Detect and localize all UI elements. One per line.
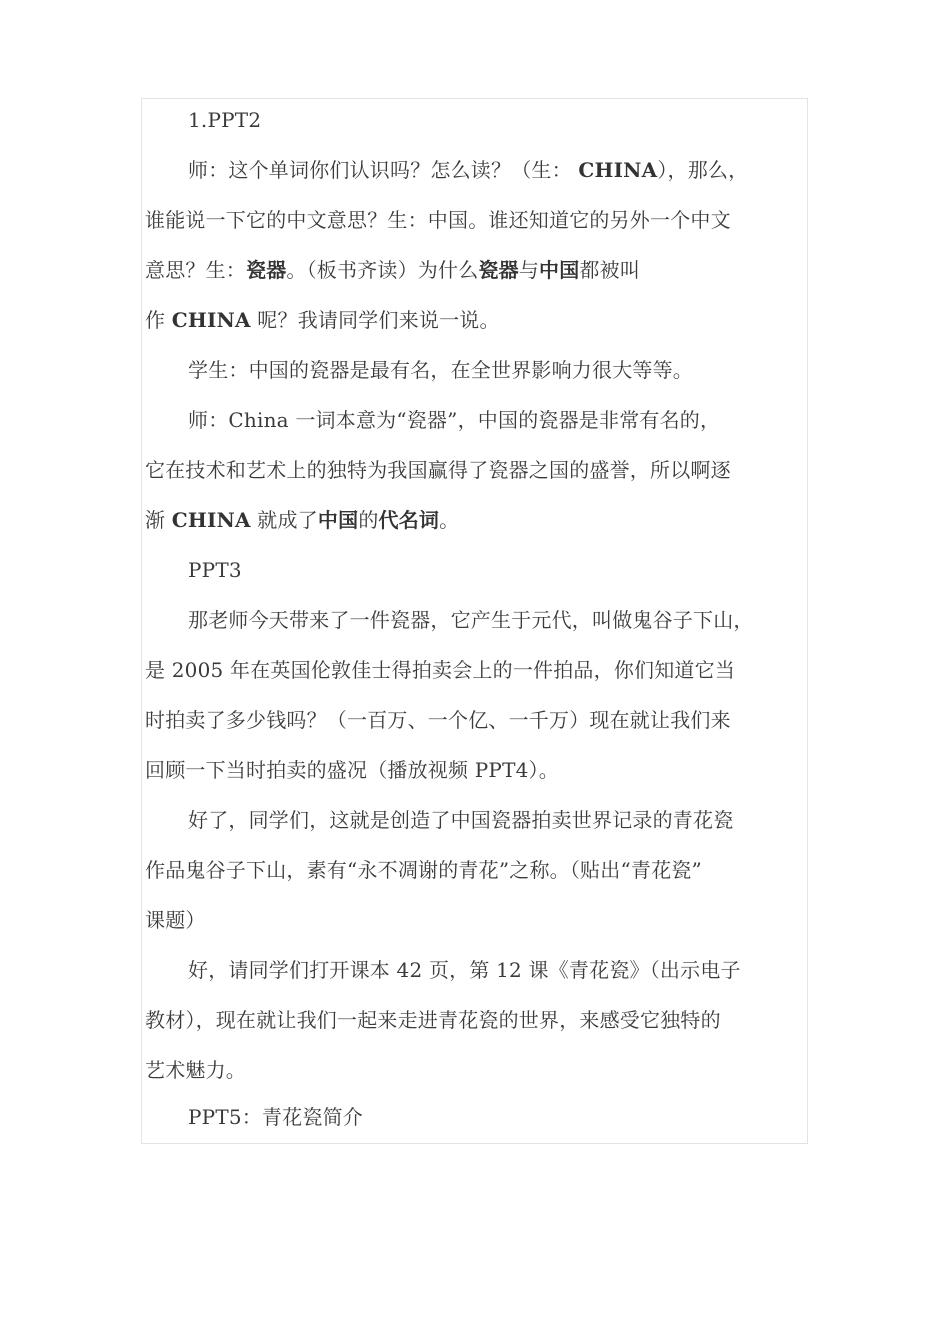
text-run: 1.PPT2 (188, 108, 262, 132)
text-run: 是 2005 年在英国伦敦佳士得拍卖会上的一件拍品，你们知道它当 (145, 658, 736, 682)
bold-text-run: 中国 (317, 508, 359, 532)
paragraph-line (145, 206, 731, 234)
text-run: 教材），现在就让我们一起来走进青花瓷的世界，来感受它独特的 (145, 1008, 721, 1032)
paragraph-line (145, 1006, 721, 1034)
text-run: 作 (145, 308, 172, 332)
text-run: 与 (518, 258, 540, 282)
paragraph-line (188, 606, 754, 634)
bold-text-run: 瓷器 (246, 258, 287, 282)
text-run: 好，请同学们打开课本 42 页，第 12 课《青花瓷》（出示电子 (188, 958, 741, 982)
text-run: 。（板书齐读）为什么 (286, 258, 479, 282)
bold-text-run: 瓷器 (478, 258, 519, 282)
text-run: 课题） (145, 908, 206, 932)
paragraph-line (145, 756, 559, 784)
paragraph-line (188, 156, 748, 184)
text-run: 。 (439, 508, 460, 532)
paragraph-line (145, 656, 735, 684)
text-run: 好了，同学们，这就是创造了中国瓷器拍卖世界记录的青花瓷 (188, 808, 734, 832)
text-run: 渐 (145, 508, 172, 532)
paragraph-line (188, 106, 261, 134)
paragraph-line (188, 406, 720, 434)
text-run: PPT3 (188, 558, 242, 582)
text-run: PPT5：青花瓷简介 (188, 1105, 363, 1129)
text-run: 回顾一下当时拍卖的盛况（播放视频 PPT4）。 (145, 758, 559, 782)
text-run: 谁能说一下它的中文意思？生：中国。谁还知道它的另外一个中文 (145, 208, 731, 232)
bold-text-run: CHINA (578, 158, 658, 182)
paragraph-line (145, 506, 459, 534)
text-run: 的 (358, 508, 379, 532)
paragraph-line (145, 256, 640, 284)
bold-text-run: CHINA (171, 508, 251, 532)
text-run: 呢？我请同学们来说一说。 (250, 308, 500, 332)
text-run: ），那么， (657, 158, 749, 182)
text-run: 时拍卖了多少钱吗？（一百万、一个亿、一千万）现在就让我们来 (145, 708, 731, 732)
bold-text-run: 中国 (539, 258, 580, 282)
paragraph-line (188, 956, 741, 984)
text-run: 就成了 (250, 508, 318, 532)
paragraph-line (145, 856, 702, 884)
text-run: 学生：中国的瓷器是最有名，在全世界影响力很大等等。 (188, 358, 693, 382)
text-run: 那老师今天带来了一件瓷器，它产生于元代，叫做鬼谷子下山， (188, 608, 754, 632)
bold-text-run: 代名词 (378, 508, 440, 532)
text-run: 作品鬼谷子下山，素有“永不凋谢的青花”之称。（贴出“青花瓷” (145, 858, 702, 882)
paragraph-line (188, 806, 733, 834)
text-run: 师：China 一词本意为“瓷器”，中国的瓷器是非常有名的， (188, 408, 721, 432)
text-run: 意思？生： (145, 258, 246, 282)
text-run: 师：这个单词你们认识吗？怎么读？（生： (188, 158, 579, 182)
text-run: 它在技术和艺术上的独特为我国赢得了瓷器之国的盛誉，所以啊逐 (145, 458, 731, 482)
paragraph-line (145, 906, 206, 934)
paragraph-line (188, 356, 693, 384)
paragraph-line (188, 556, 242, 584)
text-run: 艺术魅力。 (145, 1058, 246, 1082)
paragraph-line (145, 706, 731, 734)
paragraph-line (145, 1056, 246, 1084)
paragraph-line (145, 306, 500, 334)
paragraph-line (188, 1103, 363, 1131)
text-run: 都被叫 (579, 258, 641, 282)
bold-text-run: CHINA (171, 308, 251, 332)
paragraph-line (145, 456, 731, 484)
